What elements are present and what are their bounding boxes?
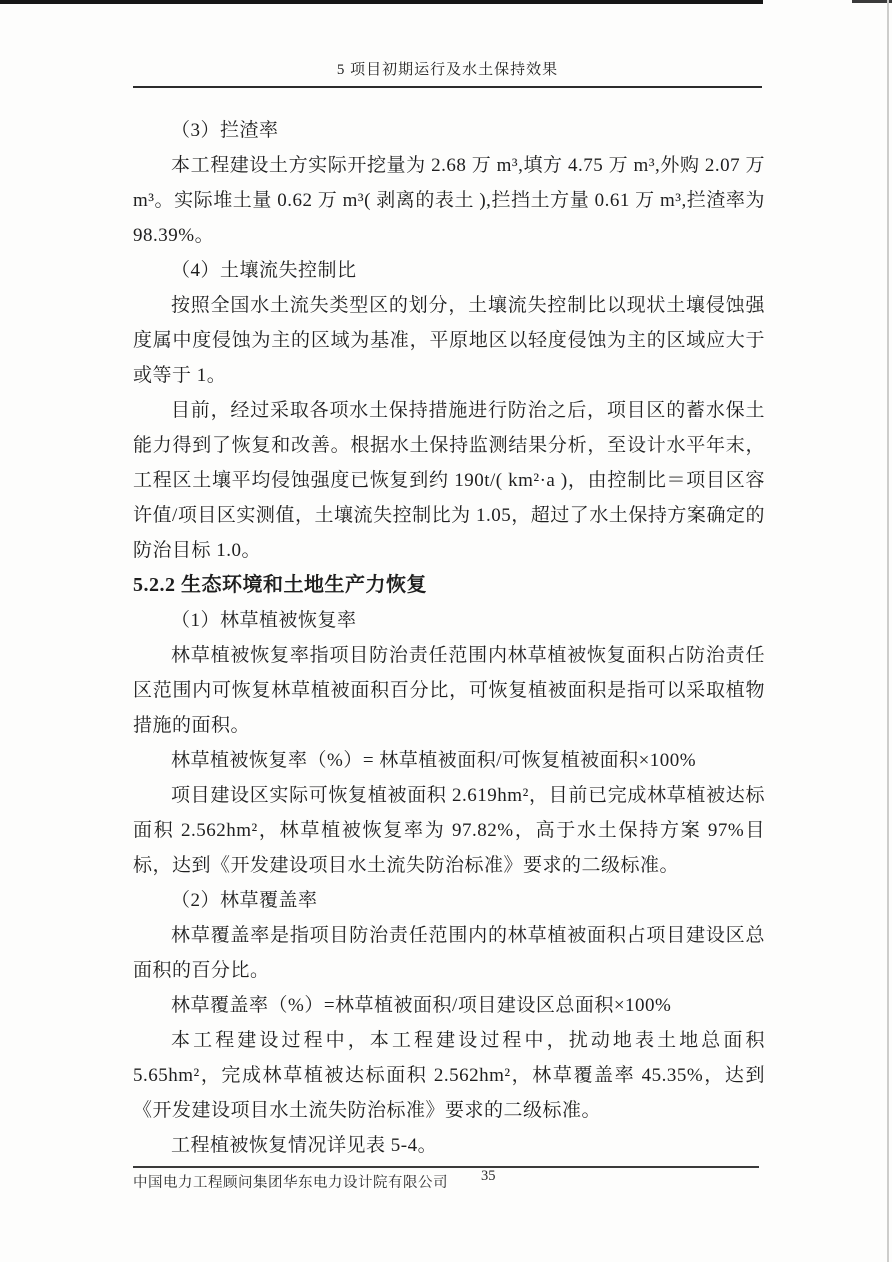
- paragraph-item-1-label: （1）林草植被恢复率: [171, 610, 357, 631]
- paragraph-earthwork-volumes: 本工程建设土方实际开挖量为 2.68 万 m³,填方 4.75 万 m³,外购 2.07 万 m³。实际堆土量 0.62 万 m³( 剥离的表土 ),拦挡土方量 0.61 万 m³,拦渣率为 98.39%。: [133, 155, 765, 246]
- footer-rule: [133, 1166, 759, 1168]
- paragraph-item-2-label: （2）林草覆盖率: [171, 890, 318, 911]
- header-rule: [133, 86, 762, 88]
- formula-vegetation-coverage-rate: 林草覆盖率（%）=林草植被面积/项目建设区总面积×100%: [171, 995, 672, 1016]
- paragraph-soil-loss-control-result: 目前，经过采取各项水土保持措施进行防治之后，项目区的蓄水保土能力得到了恢复和改善。根据水土保持监测结果分析，至设计水平年末，工程区土壤平均侵蚀强度已恢复到约 190t/( km²·a )，由控制比＝项目区容许值/项目区实测值，土壤流失控制比为 1.05，超过了水土保持方案确定的防治目标 1.0。: [133, 400, 765, 561]
- paragraph-see-table-5-4: 工程植被恢复情况详见表 5-4。: [171, 1135, 438, 1156]
- page-number: 35: [481, 1168, 496, 1184]
- paragraph-soil-loss-control-definition: 按照全国水土流失类型区的划分，土壤流失控制比以现状土壤侵蚀强度属中度侵蚀为主的区域为基准，平原地区以轻度侵蚀为主的区域应大于或等于 1。: [133, 295, 765, 386]
- formula-vegetation-recovery-rate: 林草植被恢复率（%）= 林草植被面积/可恢复植被面积×100%: [171, 750, 697, 771]
- document-body: [133, 113, 765, 1163]
- running-header-title: 5 项目初期运行及水土保持效果: [336, 62, 559, 78]
- scan-artifact-right-edge: [887, 0, 889, 1262]
- paragraph-vegetation-coverage-result: 本工程建设过程中，本工程建设过程中，扰动地表土地总面积 5.65hm²，完成林草植被达标面积 2.562hm²，林草覆盖率 45.35%，达到《开发建设项目水土流失防治标准》要求的二级标准。: [133, 1030, 765, 1121]
- scan-artifact-top-right: [852, 0, 892, 3]
- paragraph-vegetation-coverage-definition: 林草覆盖率是指项目防治责任范围内的林草植被面积占项目建设区总面积的百分比。: [133, 925, 765, 981]
- footer-company-name: 中国电力工程顾问集团华东电力设计院有限公司: [133, 1175, 448, 1191]
- scan-artifact-top-bar: [0, 0, 763, 4]
- paragraph-vegetation-recovery-definition: 林草植被恢复率指项目防治责任范围内林草植被恢复面积占防治责任区范围内可恢复林草植被面积百分比，可恢复植被面积是指可以采取植物措施的面积。: [133, 645, 765, 736]
- paragraph-item-3-label: （3）拦渣率: [171, 120, 279, 141]
- section-heading-5-2-2: 5.2.2 生态环境和土地生产力恢复: [133, 574, 427, 596]
- paragraph-item-4-label: （4）土壤流失控制比: [171, 260, 357, 281]
- paragraph-vegetation-recovery-result: 项目建设区实际可恢复植被面积 2.619hm²，目前已完成林草植被达标面积 2.562hm²，林草植被恢复率为 97.82%，高于水土保持方案 97%目标，达到《开发建设项目水土流失防治标准》要求的二级标准。: [133, 785, 765, 876]
